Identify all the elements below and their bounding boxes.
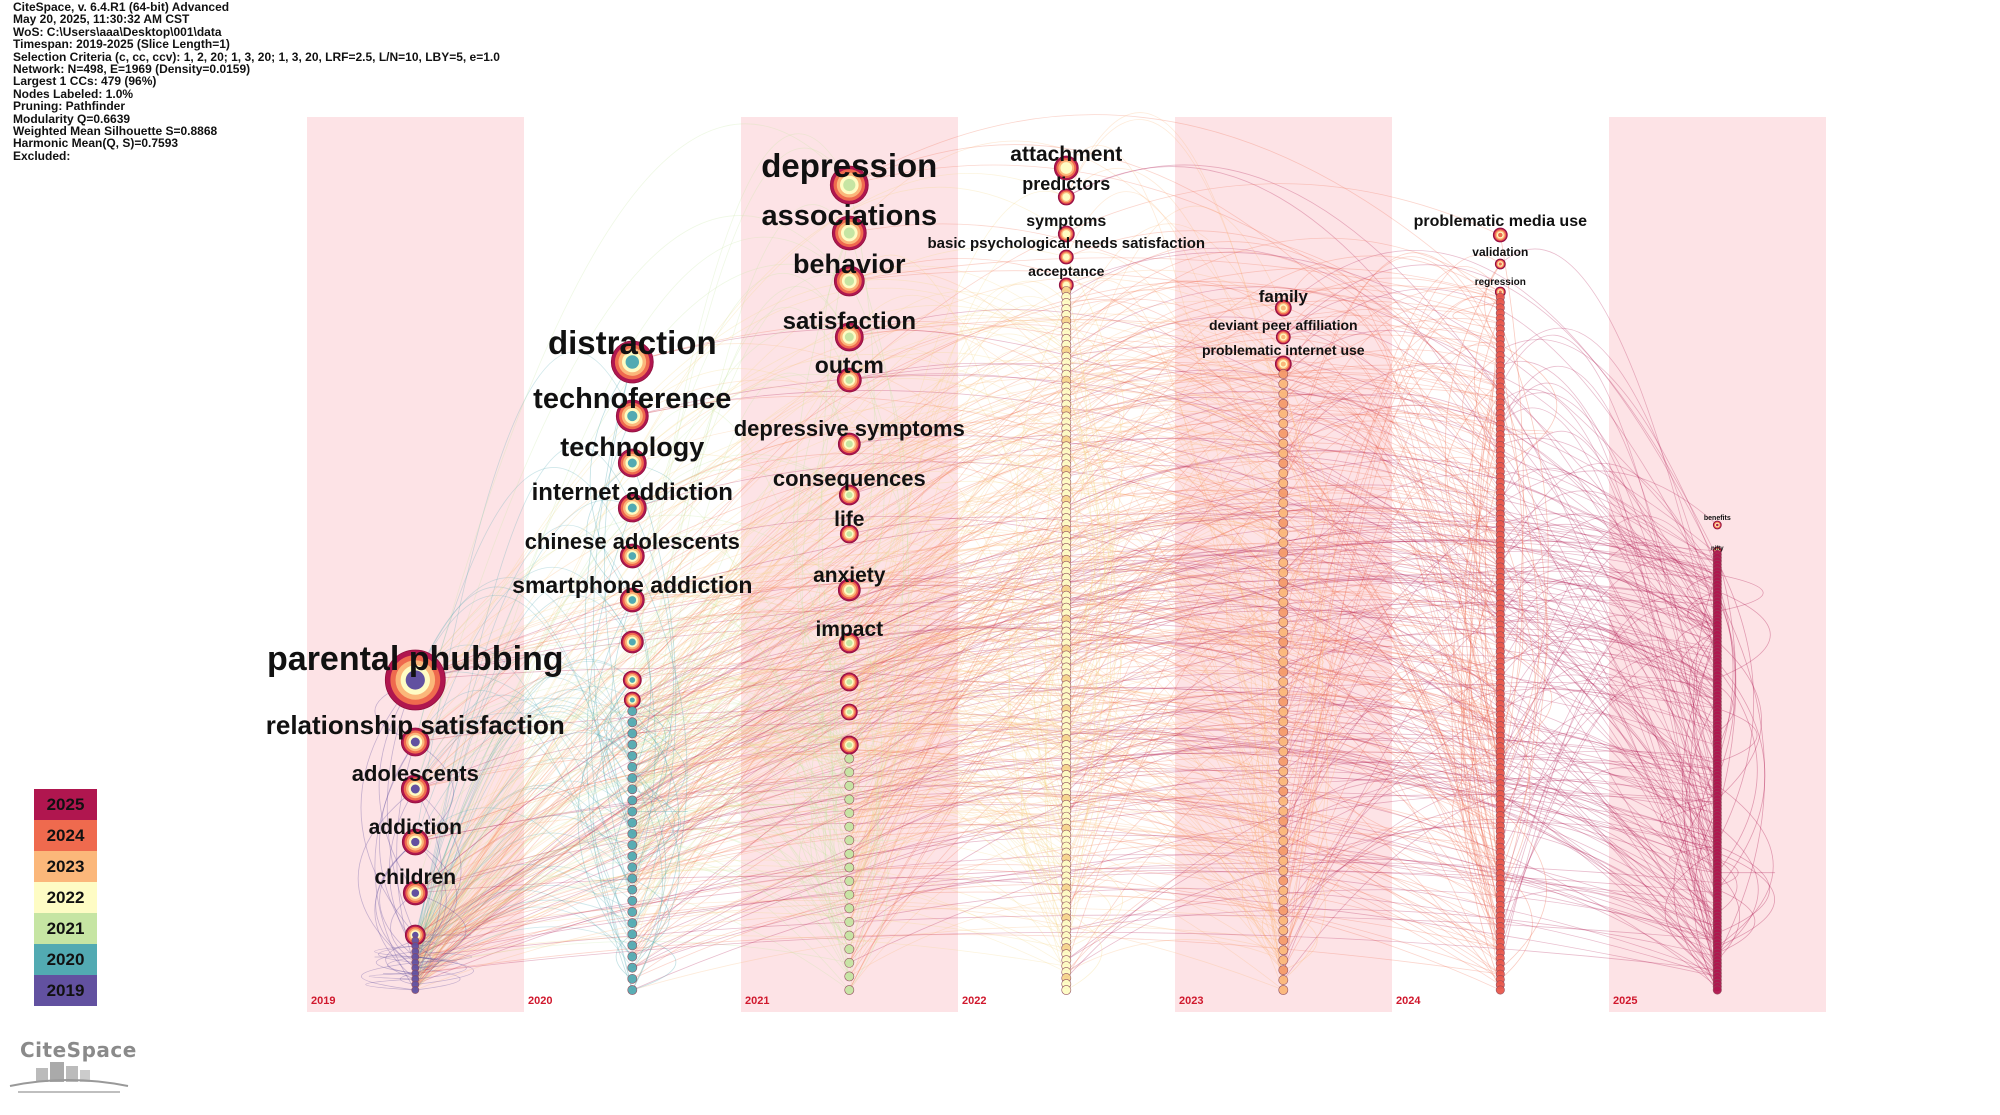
keyword-node[interactable] — [1279, 886, 1288, 895]
keyword-label: addiction — [368, 816, 462, 839]
keyword-node[interactable] — [628, 796, 637, 805]
keyword-label: symptoms — [1026, 213, 1107, 230]
citespace-logo — [8, 1038, 137, 1098]
keyword-node[interactable] — [845, 917, 854, 926]
summary-line: Weighted Mean Silhouette S=0.8868 — [13, 124, 218, 139]
keyword-node[interactable] — [1279, 747, 1288, 756]
keyword-label: adolescents — [351, 761, 479, 786]
keyword-node[interactable] — [1279, 389, 1288, 398]
citespace-logo-text: CiteSpace — [20, 1038, 137, 1062]
keyword-node[interactable] — [1279, 667, 1288, 676]
keyword-label: satisfaction — [782, 308, 916, 335]
keyword-node[interactable] — [845, 958, 854, 967]
keyword-node[interactable] — [845, 863, 854, 872]
network-summary-header — [13, 1, 500, 162]
year-axis-label-2020: 2020 — [528, 995, 553, 1007]
keyword-label: smartphone addiction — [512, 572, 753, 598]
keyword-label: distraction — [547, 324, 717, 361]
year-axis-label-2022: 2022 — [962, 995, 987, 1007]
keyword-node[interactable] — [628, 952, 637, 961]
keyword-node[interactable] — [1279, 876, 1288, 885]
summary-line: Excluded: — [13, 148, 71, 163]
keyword-node[interactable] — [1279, 648, 1288, 657]
keyword-node[interactable] — [845, 849, 854, 858]
summary-line: Pruning: Pathfinder — [13, 99, 125, 114]
keyword-node[interactable] — [845, 836, 854, 845]
keyword-node[interactable] — [628, 807, 637, 816]
keyword-label: outcm — [814, 352, 884, 378]
keyword-node[interactable] — [1279, 409, 1288, 418]
year-axis-label-2021: 2021 — [745, 995, 770, 1007]
keyword-node[interactable] — [1279, 936, 1288, 945]
keyword-node[interactable] — [1279, 499, 1288, 508]
keyword-node[interactable] — [1279, 916, 1288, 925]
year-axis-label-2025: 2025 — [1613, 995, 1638, 1007]
keyword-label: impact — [815, 618, 884, 641]
keyword-node[interactable] — [628, 974, 637, 983]
keyword-label: technoference — [533, 383, 732, 415]
keyword-node[interactable] — [1279, 489, 1288, 498]
keyword-node[interactable] — [628, 718, 637, 727]
year-color-legend — [34, 789, 97, 1006]
keyword-node[interactable] — [624, 692, 640, 708]
keyword-node[interactable] — [1279, 777, 1288, 786]
keyword-node[interactable] — [845, 904, 854, 913]
summary-line: Modularity Q=0.6639 — [13, 111, 131, 126]
keyword-label: regression — [1474, 277, 1526, 288]
keyword-node[interactable] — [1495, 259, 1505, 269]
keyword-node[interactable] — [1279, 369, 1288, 378]
keyword-node[interactable] — [1279, 449, 1288, 458]
keyword-node[interactable] — [1493, 228, 1507, 242]
keyword-label: acceptance — [1028, 263, 1105, 279]
keyword-node[interactable] — [1279, 638, 1288, 647]
keyword-node[interactable] — [1279, 558, 1288, 567]
keyword-node[interactable] — [1279, 548, 1288, 557]
legend-item-2025: 2025 — [34, 789, 97, 820]
keyword-node[interactable] — [628, 930, 637, 939]
keyword-node[interactable] — [845, 945, 854, 954]
keyword-node[interactable] — [1279, 727, 1288, 736]
summary-line: Network: N=498, E=1969 (Density=0.0159) — [13, 62, 251, 77]
keyword-node[interactable] — [628, 751, 637, 760]
keyword-node[interactable] — [1059, 250, 1073, 264]
keyword-node[interactable] — [1279, 469, 1288, 478]
keyword-node[interactable] — [1279, 926, 1288, 935]
keyword-node[interactable] — [628, 918, 637, 927]
keyword-label: chinese adolescents — [524, 529, 740, 554]
summary-line: CiteSpace, v. 6.4.R1 (64-bit) Advanced — [13, 0, 230, 14]
keyword-node[interactable] — [845, 985, 854, 994]
keyword-node[interactable] — [845, 768, 854, 777]
keyword-node[interactable] — [1279, 826, 1288, 835]
keyword-node[interactable] — [1279, 906, 1288, 915]
keyword-node[interactable] — [628, 985, 637, 994]
keyword-node[interactable] — [1279, 856, 1288, 865]
keyword-node[interactable] — [1279, 528, 1288, 537]
keyword-node[interactable] — [628, 840, 637, 849]
keyword-node[interactable] — [845, 795, 854, 804]
keyword-node[interactable] — [1279, 608, 1288, 617]
keyword-node[interactable] — [1279, 966, 1288, 975]
keyword-node[interactable] — [1713, 521, 1721, 529]
keyword-node[interactable] — [845, 808, 854, 817]
keyword-node[interactable] — [1279, 538, 1288, 547]
keyword-node[interactable] — [628, 707, 637, 716]
keyword-node[interactable] — [1279, 578, 1288, 587]
keyword-node[interactable] — [1279, 628, 1288, 637]
year-axis-label-2024: 2024 — [1396, 995, 1421, 1007]
keyword-node[interactable] — [1279, 598, 1288, 607]
summary-line: Timespan: 2019-2025 (Slice Length=1) — [13, 37, 230, 52]
keyword-node[interactable] — [1279, 479, 1288, 488]
keyword-label: attachment — [1010, 143, 1123, 166]
keyword-node[interactable] — [628, 874, 637, 883]
keyword-label: deviant peer affiliation — [1209, 317, 1358, 333]
summary-line: Nodes Labeled: 1.0% — [13, 86, 134, 101]
keyword-node[interactable] — [412, 986, 419, 993]
keyword-node[interactable] — [628, 818, 637, 827]
keyword-node[interactable] — [1279, 807, 1288, 816]
keyword-node[interactable] — [1279, 757, 1288, 766]
keyword-label: nifty — [1710, 546, 1724, 552]
keyword-node[interactable] — [628, 729, 637, 738]
keyword-node[interactable] — [1279, 677, 1288, 686]
keyword-node[interactable] — [623, 671, 641, 689]
year-axis-label-2019: 2019 — [311, 995, 336, 1007]
keyword-node[interactable] — [628, 885, 637, 894]
keyword-label: relationship satisfaction — [265, 710, 565, 740]
keyword-label: basic psychological needs satisfaction — [927, 235, 1206, 252]
keyword-node[interactable] — [1279, 429, 1288, 438]
keyword-node[interactable] — [1279, 946, 1288, 955]
keyword-node[interactable] — [1279, 379, 1288, 388]
keyword-node[interactable] — [1279, 797, 1288, 806]
keyword-label: associations — [761, 200, 938, 232]
keyword-label: parental phubbing — [267, 640, 564, 678]
keyword-node[interactable] — [845, 972, 854, 981]
keyword-node[interactable] — [845, 822, 854, 831]
keyword-node[interactable] — [845, 781, 854, 790]
keyword-node[interactable] — [628, 941, 637, 950]
keyword-node[interactable] — [1279, 657, 1288, 666]
keyword-node[interactable] — [1279, 816, 1288, 825]
keyword-node[interactable] — [628, 963, 637, 972]
keyword-node[interactable] — [1279, 697, 1288, 706]
keyword-node[interactable] — [1279, 399, 1288, 408]
keyword-node[interactable] — [1496, 986, 1504, 994]
keyword-node[interactable] — [1062, 985, 1071, 994]
keyword-node[interactable] — [1279, 787, 1288, 796]
year-axis-label-2023: 2023 — [1179, 995, 1204, 1007]
keyword-label: internet addiction — [531, 479, 733, 506]
keyword-node[interactable] — [841, 704, 857, 720]
legend-item-2020: 2020 — [34, 944, 97, 975]
legend-item-2019: 2019 — [34, 975, 97, 1006]
keyword-node[interactable] — [840, 673, 858, 691]
summary-line: WoS: C:\Users\aaa\Desktop\001\data — [13, 24, 222, 39]
keyword-node[interactable] — [1279, 896, 1288, 905]
legend-item-2023: 2023 — [34, 851, 97, 882]
keyword-label: children — [374, 866, 457, 889]
keyword-node[interactable] — [1279, 956, 1288, 965]
keyword-label: behavior — [793, 249, 906, 279]
keyword-node[interactable] — [1279, 975, 1288, 984]
keyword-node[interactable] — [1279, 737, 1288, 746]
keyword-node[interactable] — [628, 762, 637, 771]
keyword-label: problematic internet use — [1202, 342, 1365, 358]
keyword-node[interactable] — [1713, 986, 1721, 994]
keyword-node[interactable] — [840, 736, 858, 754]
keyword-node[interactable] — [1279, 985, 1288, 994]
legend-item-2024: 2024 — [34, 820, 97, 851]
keyword-label: benefits — [1703, 515, 1731, 522]
keyword-label: depressive symptoms — [733, 416, 965, 441]
keyword-label: family — [1258, 287, 1308, 306]
keyword-node[interactable] — [628, 773, 637, 782]
keyword-node[interactable] — [628, 740, 637, 749]
keyword-node[interactable] — [1279, 707, 1288, 716]
keyword-node[interactable] — [1279, 518, 1288, 527]
keyword-node[interactable] — [845, 890, 854, 899]
keyword-node[interactable] — [1279, 836, 1288, 845]
keyword-node[interactable] — [1279, 846, 1288, 855]
keyword-node[interactable] — [1279, 419, 1288, 428]
keyword-node[interactable] — [628, 852, 637, 861]
keyword-node[interactable] — [628, 863, 637, 872]
keyword-label: problematic media use — [1413, 213, 1587, 230]
keyword-node[interactable] — [628, 907, 637, 916]
keyword-node[interactable] — [1279, 866, 1288, 875]
keyword-node[interactable] — [845, 931, 854, 940]
summary-line: Harmonic Mean(Q, S)=0.7593 — [13, 136, 179, 151]
keyword-label: anxiety — [813, 564, 886, 587]
keyword-node[interactable] — [1279, 508, 1288, 517]
keyword-label: validation — [1472, 245, 1529, 259]
keyword-node[interactable] — [628, 785, 637, 794]
keyword-label: depression — [761, 147, 938, 184]
keyword-node[interactable] — [621, 631, 643, 653]
keyword-node[interactable] — [1279, 767, 1288, 776]
keyword-node[interactable] — [1279, 439, 1288, 448]
summary-line: Selection Criteria (c, cc, ccv): 1, 2, 20; 1, 3, 20; 1, 3, 20, LRF=2.5, L/N=10, LBY=5, e=1.0 — [13, 49, 500, 64]
logo-graphic — [8, 1038, 130, 1098]
keyword-node[interactable] — [1279, 687, 1288, 696]
keyword-node[interactable] — [845, 877, 854, 886]
keyword-node[interactable] — [1279, 568, 1288, 577]
keyword-label: predictors — [1022, 174, 1111, 194]
keyword-label: consequences — [772, 466, 926, 491]
keyword-node[interactable] — [845, 754, 854, 763]
keyword-node[interactable] — [1279, 459, 1288, 468]
keyword-node[interactable] — [628, 896, 637, 905]
keyword-node[interactable] — [628, 829, 637, 838]
keyword-node[interactable] — [1279, 618, 1288, 627]
keyword-label: technology — [560, 432, 705, 462]
legend-item-2022: 2022 — [34, 882, 97, 913]
summary-line: Largest 1 CCs: 479 (96%) — [13, 74, 157, 89]
keyword-node[interactable] — [1279, 588, 1288, 597]
summary-line: May 20, 2025, 11:30:32 AM CST — [13, 12, 190, 27]
keyword-node[interactable] — [1279, 717, 1288, 726]
keyword-label: life — [834, 508, 865, 531]
legend-item-2021: 2021 — [34, 913, 97, 944]
